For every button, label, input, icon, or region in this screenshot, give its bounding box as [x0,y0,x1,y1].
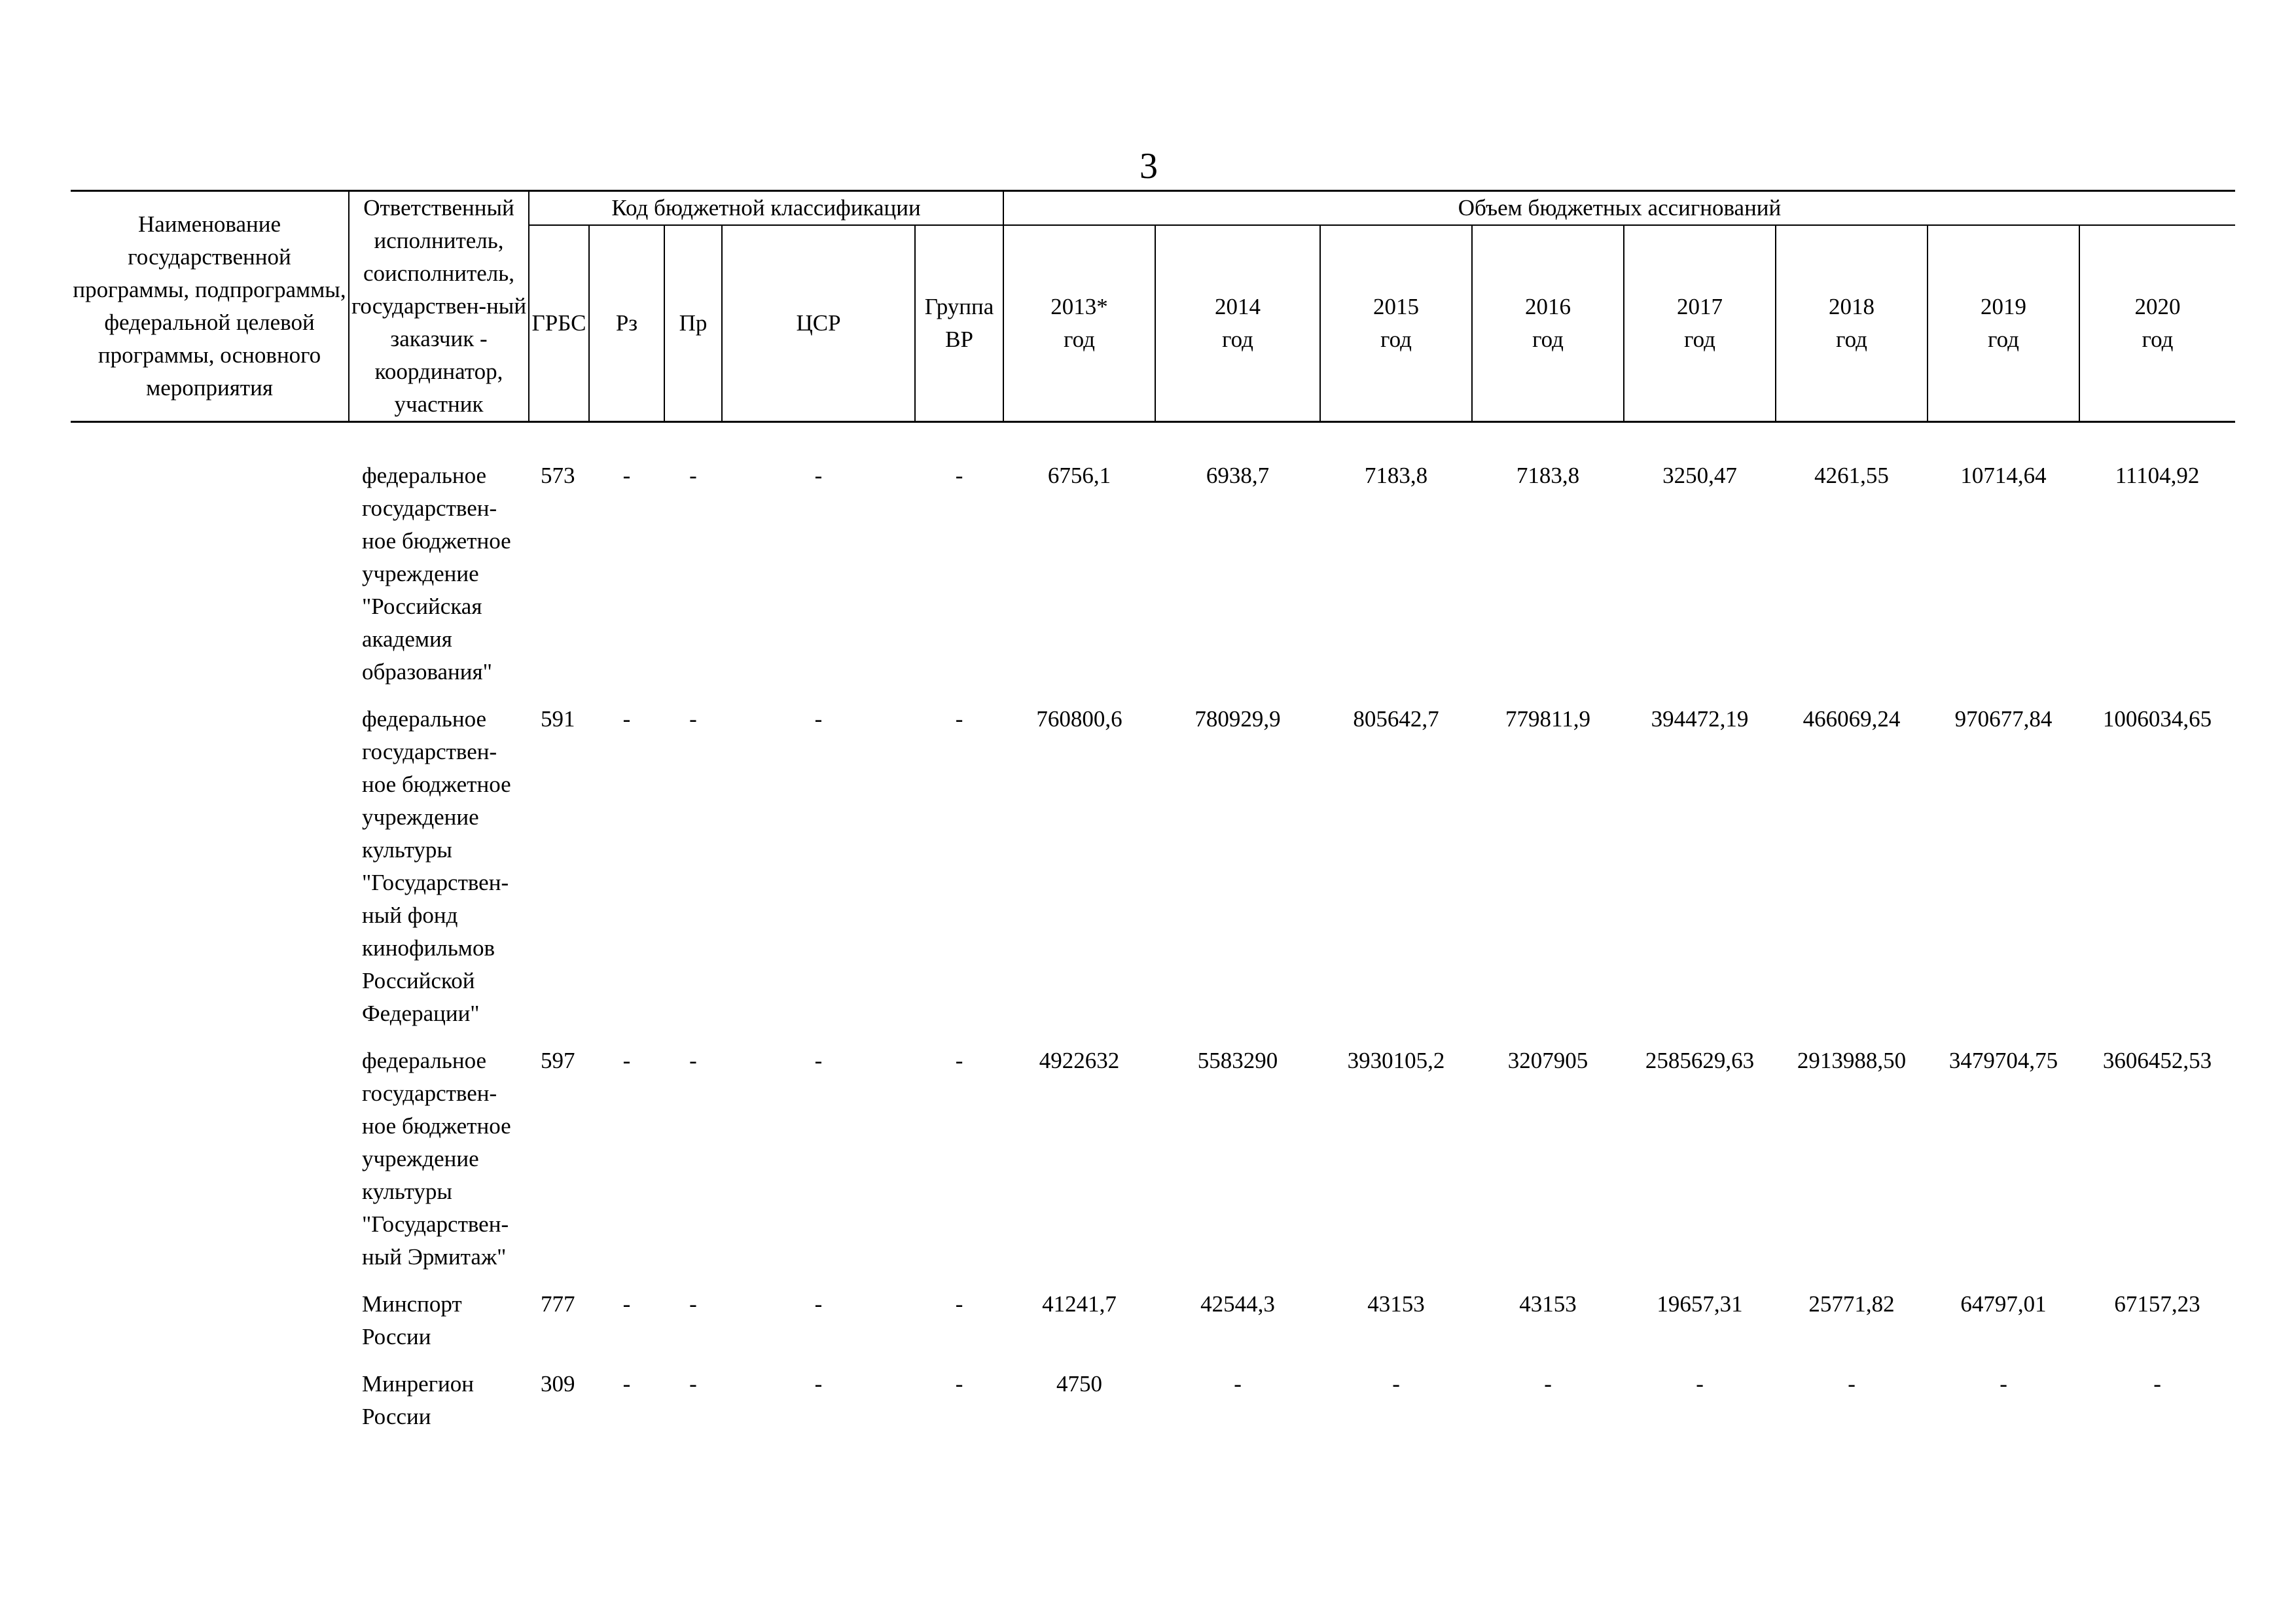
allocation-value-2013: 4922632 [1039,1048,1120,1073]
csr-cell: - [814,463,823,488]
vr-cell: - [955,706,963,732]
header-csr: ЦСР [722,225,915,421]
allocation-value-2016: 7183,8 [1516,463,1580,488]
executor-cell: Минрегион России [362,1371,474,1429]
allocation-value-2018: 25771,82 [1808,1291,1895,1317]
header-year-1 [1155,225,1320,421]
header-year-6 [1928,225,2079,421]
allocation-value-2018: 4261,55 [1814,463,1889,488]
allocation-value-2020: 1006034,65 [2102,706,2212,732]
header-year-unit: год [1988,327,2019,353]
header-year-unit: год [2142,327,2174,353]
page-number: 3 [1139,146,1158,187]
header-year-unit: год [1836,327,1867,353]
allocation-value-2019: - [2000,1371,2007,1397]
allocation-value-2017: 2585629,63 [1645,1048,1755,1073]
header-year-5 [1776,225,1928,421]
executor-cell: Минспорт России [362,1291,462,1349]
header-responsible-executor: Ответственный исполнитель, соисполнитель, государствен-ный заказчик - координатор, участник [349,191,529,422]
allocation-value-2013: 760800,6 [1036,706,1122,732]
header-year-unit: год [1222,327,1253,353]
header-year-unit: год [1380,327,1412,353]
allocation-value-2014: 6938,7 [1206,463,1270,488]
table-body [71,422,2235,1448]
header-year-value: 2017 [1677,294,1723,320]
allocation-value-2016: 779811,9 [1505,706,1590,732]
grbs-cell: 309 [541,1371,575,1397]
grbs-cell: 591 [541,706,575,732]
allocation-value-2014: 780929,9 [1194,706,1281,732]
pr-cell: - [689,706,697,732]
table-row [71,1288,2235,1368]
csr-cell: - [814,1291,823,1317]
program-name-cell [71,1368,349,1448]
header-grbs: ГРБС [529,225,589,421]
table-row [71,1368,2235,1448]
allocation-value-2020: 11104,92 [2115,463,2200,488]
allocation-value-2014: 5583290 [1197,1048,1278,1073]
allocation-value-2013: 41241,7 [1042,1291,1117,1317]
program-name-cell [71,703,349,1044]
allocation-value-2015: 3930105,2 [1347,1048,1445,1073]
program-name-cell [71,1044,349,1288]
program-name-cell [71,422,349,704]
allocation-value-2019: 10714,64 [1960,463,2047,488]
rz-cell: - [622,1291,631,1317]
allocation-value-2016: - [1544,1371,1552,1397]
allocation-value-2015: 43153 [1367,1291,1425,1317]
allocation-value-2013: 6756,1 [1047,463,1111,488]
allocation-value-2015: - [1392,1371,1400,1397]
header-year-4 [1624,225,1776,421]
header-budget-allocations: Объем бюджетных ассигнований [1003,191,2235,226]
csr-cell: - [814,1048,823,1073]
header-year-unit: год [1064,327,1095,353]
grbs-cell: 597 [541,1048,575,1073]
pr-cell: - [689,463,697,488]
header-year-0 [1003,225,1155,421]
header-year-value: 2019 [1981,294,2027,320]
header-year-2 [1320,225,1472,421]
pr-cell: - [689,1291,697,1317]
budget-allocation-table [71,190,2235,1448]
vr-cell: - [955,1048,963,1073]
program-name-cell [71,1288,349,1368]
allocation-value-2015: 805642,7 [1353,706,1439,732]
header-year-value: 2014 [1215,294,1261,320]
allocation-value-2017: 3250,47 [1662,463,1737,488]
header-year-3 [1472,225,1624,421]
rz-cell: - [622,706,631,732]
pr-cell: - [689,1371,697,1397]
allocation-value-2013: 4750 [1056,1371,1103,1397]
header-year-value: 2016 [1525,294,1571,320]
executor-cell: федеральное государствен- ное бюджетное учреждение "Российская академия образования" [362,463,511,685]
allocation-value-2020: - [2153,1371,2161,1397]
allocation-value-2017: 394472,19 [1651,706,1749,732]
rz-cell: - [622,1048,631,1073]
vr-cell: - [955,1371,963,1397]
executor-cell: федеральное государствен- ное бюджетное учреждение культуры "Государствен- ный фонд кинофильмов Российской Федерации" [362,706,511,1026]
allocation-value-2019: 3479704,75 [1948,1048,2058,1073]
header-budget-classification-code: Код бюджетной классификации [529,191,1003,226]
csr-cell: - [814,706,823,732]
header-program-name: Наименование государственной программы, подпрограммы, федеральной целевой программы, основного мероприятия [71,191,349,422]
allocation-value-2019: 970677,84 [1954,706,2053,732]
allocation-value-2019: 64797,01 [1960,1291,2047,1317]
allocation-value-2020: 3606452,53 [2102,1048,2212,1073]
grbs-cell: 777 [541,1291,575,1317]
vr-cell: - [955,463,963,488]
header-pr: Пр [664,225,722,421]
grbs-cell: 573 [541,463,575,488]
header-year-7 [2079,225,2235,421]
allocation-value-2017: 19657,31 [1657,1291,1743,1317]
rz-cell: - [622,463,631,488]
header-rz: Рз [589,225,664,421]
allocation-value-2016: 3207905 [1507,1048,1588,1073]
rz-cell: - [622,1371,631,1397]
vr-cell: - [955,1291,963,1317]
allocation-value-2020: 67157,23 [2114,1291,2200,1317]
executor-cell: федеральное государствен- ное бюджетное учреждение культуры "Государствен- ный Эрмитаж" [362,1048,511,1270]
table-row [71,703,2235,1044]
allocation-value-2014: 42544,3 [1200,1291,1275,1317]
header-vr-group: Группа ВР [915,225,1003,421]
header-year-unit: год [1532,327,1564,353]
allocation-value-2018: - [1848,1371,1856,1397]
table-row [71,422,2235,704]
allocation-value-2016: 43153 [1519,1291,1577,1317]
header-year-value: 2018 [1829,294,1875,320]
allocation-value-2015: 7183,8 [1364,463,1428,488]
csr-cell: - [814,1371,823,1397]
header-year-value: 2013* [1050,294,1108,320]
header-year-value: 2020 [2134,294,2181,320]
allocation-value-2014: - [1234,1371,1242,1397]
header-year-value: 2015 [1373,294,1420,320]
allocation-value-2018: 466069,24 [1803,706,1901,732]
header-year-unit: год [1684,327,1715,353]
allocation-value-2018: 2913988,50 [1797,1048,1907,1073]
table-row [71,1044,2235,1288]
allocation-value-2017: - [1696,1371,1704,1397]
pr-cell: - [689,1048,697,1073]
